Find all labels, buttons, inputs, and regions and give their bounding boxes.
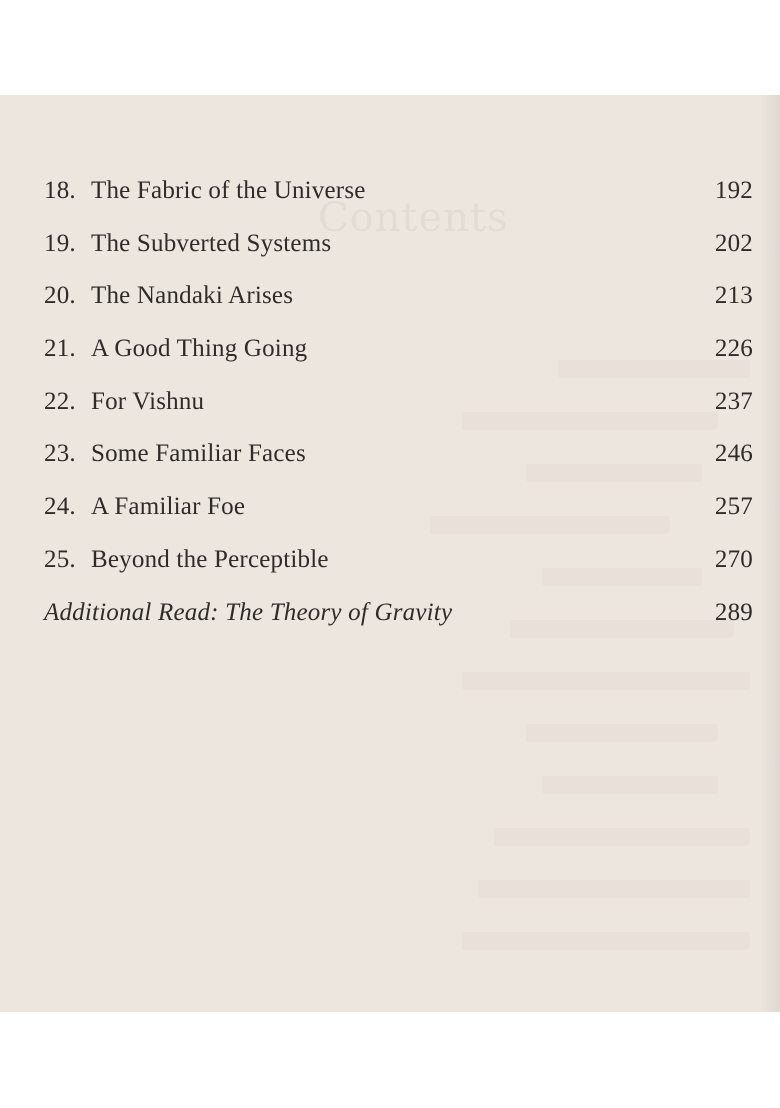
chapter-number: 18. [44, 177, 76, 204]
ghost-line [542, 776, 718, 794]
ghost-line [526, 724, 718, 742]
toc-entry-19[interactable] [44, 226, 753, 279]
chapter-number: 24. [44, 493, 76, 521]
chapter-number: 23. [44, 440, 76, 468]
chapter-number: 21. [44, 335, 76, 363]
page-number: 289 [714, 598, 753, 626]
page-number: 192 [714, 177, 753, 204]
toc-entry-24[interactable] [44, 489, 753, 542]
toc-entry-23[interactable] [44, 436, 753, 489]
chapter-title: The Subverted Systems [91, 229, 332, 257]
page-number: 213 [714, 282, 753, 310]
chapter-number: 25. [44, 545, 76, 573]
bleed-through-text: Contents [318, 195, 509, 241]
ghost-line [462, 672, 750, 690]
chapter-title: A Good Thing Going [91, 335, 308, 363]
toc-entry-22[interactable] [44, 384, 753, 437]
additional-read-title: Additional Read: The Theory of Gravity [44, 598, 453, 626]
toc-entry-21[interactable] [44, 331, 753, 384]
toc-entry-18[interactable] [44, 173, 753, 226]
page-number: 257 [714, 493, 753, 521]
chapter-title: Some Familiar Faces [91, 440, 306, 468]
chapter-number: 19. [44, 229, 76, 257]
page-number: 226 [714, 335, 753, 363]
chapter-title: The Fabric of the Universe [91, 177, 366, 204]
chapter-title: Beyond the Perceptible [91, 545, 329, 573]
chapter-title: For Vishnu [91, 387, 205, 415]
page-number: 202 [714, 229, 753, 257]
ghost-line [494, 828, 750, 846]
chapter-title: The Nandaki Arises [91, 282, 294, 310]
toc-entry-additional-read[interactable] [44, 595, 753, 648]
page-number: 270 [714, 545, 753, 573]
table-of-contents [44, 173, 753, 647]
ghost-line [478, 880, 750, 898]
chapter-title: A Familiar Foe [91, 493, 246, 521]
toc-entry-25[interactable] [44, 542, 753, 595]
page-edge-shadow [758, 95, 780, 1012]
toc-entry-20[interactable] [44, 278, 753, 331]
page-number: 246 [714, 440, 753, 468]
book-page [0, 95, 780, 1012]
page-number: 237 [714, 387, 753, 415]
ghost-line [462, 932, 750, 950]
chapter-number: 20. [44, 282, 76, 310]
chapter-number: 22. [44, 387, 76, 415]
